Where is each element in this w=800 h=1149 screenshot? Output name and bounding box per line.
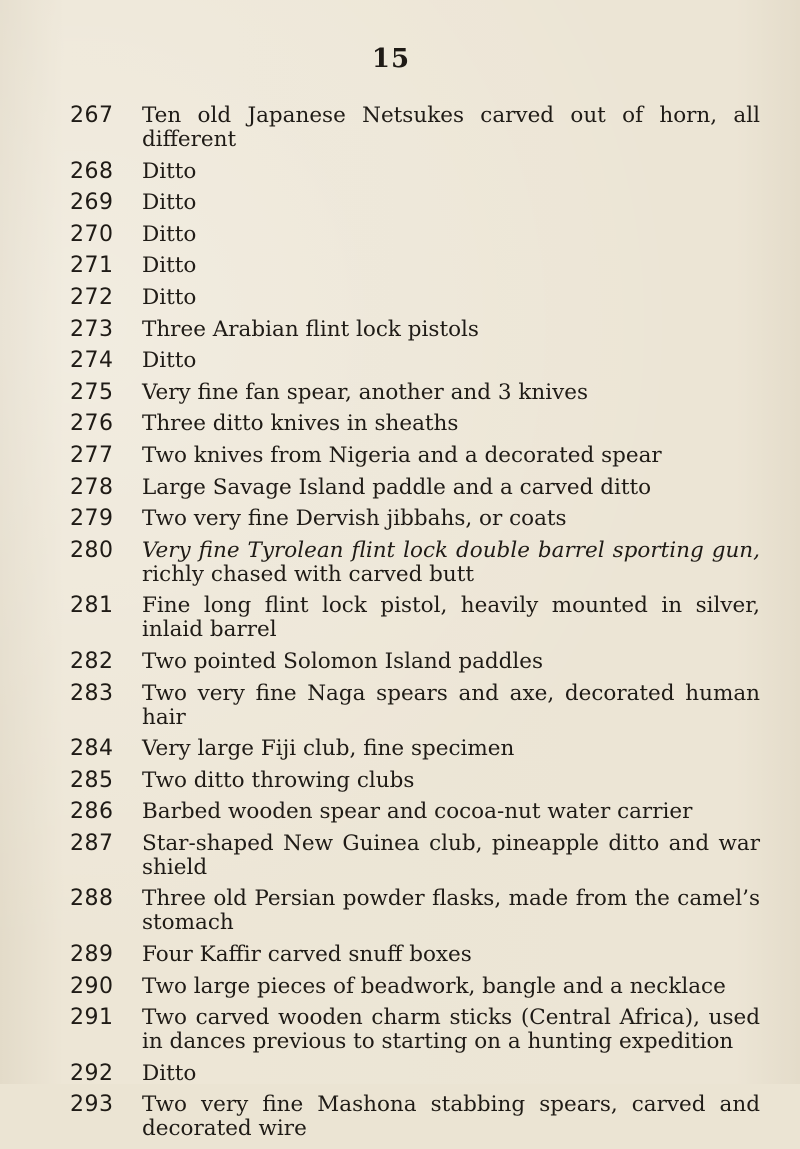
lot-entry (0, 682, 800, 730)
lot-number: 268 (70, 158, 114, 184)
lot-entry (0, 1006, 800, 1054)
lot-number: 284 (70, 736, 114, 762)
lot-entry (0, 160, 800, 184)
lot-description: Large Savage Island paddle and a carved ditto (142, 474, 652, 500)
lot-number: 286 (70, 799, 114, 825)
lot-description: Ditto (142, 284, 197, 310)
lot-number: 269 (70, 190, 114, 216)
lot-number: 280 (70, 537, 114, 563)
lot-description: Very fine fan spear, another and 3 knives (142, 379, 589, 405)
lot-entry (0, 539, 800, 587)
lot-description: Ten old Japanese Netsukes carved out of horn, all different (142, 103, 760, 152)
lot-number: 285 (70, 767, 114, 793)
page-number: 15 (371, 44, 411, 74)
lot-entry (0, 975, 800, 999)
lot-number: 275 (70, 379, 114, 405)
lot-description: Ditto (142, 1060, 197, 1086)
lot-number: 289 (70, 942, 114, 968)
lot-description-rest: richly chased with carved butt (142, 561, 475, 587)
lot-description: Four Kaffir carved snuff boxes (142, 942, 472, 968)
lot-number: 270 (70, 221, 114, 247)
lot-entry (0, 412, 800, 436)
lot-number: 267 (70, 103, 114, 128)
lot-description: Two very fine Naga spears and axe, decorated human hair (142, 680, 760, 730)
lot-number: 292 (70, 1060, 114, 1086)
lot-number: 281 (70, 593, 114, 619)
lot-description: Ditto (142, 190, 197, 216)
lot-number: 274 (70, 348, 114, 374)
lot-entry (0, 349, 800, 373)
lot-description: Two very fine Mashona stabbing spears, carved and decorated wire (142, 1092, 760, 1142)
lot-list (0, 104, 800, 1149)
lot-entry (0, 1093, 800, 1141)
lot-description: Ditto (142, 348, 197, 374)
lot-entry (0, 286, 800, 310)
lot-number: 293 (70, 1092, 114, 1118)
lot-number: 283 (70, 680, 114, 706)
lot-entry (0, 800, 800, 824)
lot-entry (0, 507, 800, 531)
lot-entry (0, 594, 800, 642)
lot-number: 282 (70, 648, 114, 674)
lot-entry (0, 737, 800, 761)
lot-number: 288 (70, 886, 114, 912)
lot-entry (0, 650, 800, 674)
lot-description: Two ditto throwing clubs (142, 767, 415, 793)
lot-entry (0, 476, 800, 500)
lot-number: 291 (70, 1005, 114, 1031)
lot-description: Fine long flint lock pistol, heavily mounted in silver, inlaid barrel (142, 593, 760, 643)
lot-entry (0, 887, 800, 935)
lot-description: Ditto (142, 253, 197, 279)
lot-description: Three Arabian flint lock pistols (142, 316, 479, 342)
lot-number: 277 (70, 442, 114, 468)
lot-entry (0, 104, 800, 152)
lot-entry (0, 1062, 800, 1086)
lot-number: 276 (70, 411, 114, 437)
lot-description: Two knives from Nigeria and a decorated spear (142, 442, 662, 468)
lot-description: Star-shaped New Guinea club, pineapple ditto and war shield (142, 830, 760, 880)
lot-entry (0, 381, 800, 405)
lot-number: 287 (70, 830, 114, 856)
lot-entry (0, 191, 800, 215)
lot-description: Two carved wooden charm sticks (Central Africa), used in dances previous to starting on a hunting expedition (142, 1005, 760, 1055)
lot-number: 279 (70, 506, 114, 532)
lot-number: 278 (70, 474, 114, 500)
lot-description: Barbed wooden spear and cocoa-nut water carrier (142, 799, 693, 825)
lot-entry (0, 254, 800, 278)
lot-entry (0, 318, 800, 342)
lot-entry (0, 943, 800, 967)
lot-entry (0, 444, 800, 468)
lot-description: Ditto (142, 158, 197, 184)
lot-description: Three old Persian powder flasks, made from the camel’s stomach (142, 886, 760, 936)
lot-number: 272 (70, 284, 114, 310)
lot-description: Very large Fiji club, fine specimen (142, 736, 515, 762)
lot-description-italic: Very fine Tyrolean flint lock double barrel sporting gun, (142, 537, 760, 563)
lot-entry (0, 832, 800, 880)
lot-description: Two pointed Solomon Island paddles (142, 648, 544, 674)
lot-description (142, 539, 760, 587)
lot-description: Ditto (142, 221, 197, 247)
lot-description: Three ditto knives in sheaths (142, 411, 459, 437)
lot-entry (0, 769, 800, 793)
lot-number: 271 (70, 253, 114, 279)
lot-number: 273 (70, 316, 114, 342)
lot-description: Two large pieces of beadwork, bangle and a necklace (142, 973, 726, 999)
lot-number: 290 (70, 973, 114, 999)
lot-description: Two very fine Dervish jibbahs, or coats (142, 506, 567, 532)
lot-entry (0, 223, 800, 247)
